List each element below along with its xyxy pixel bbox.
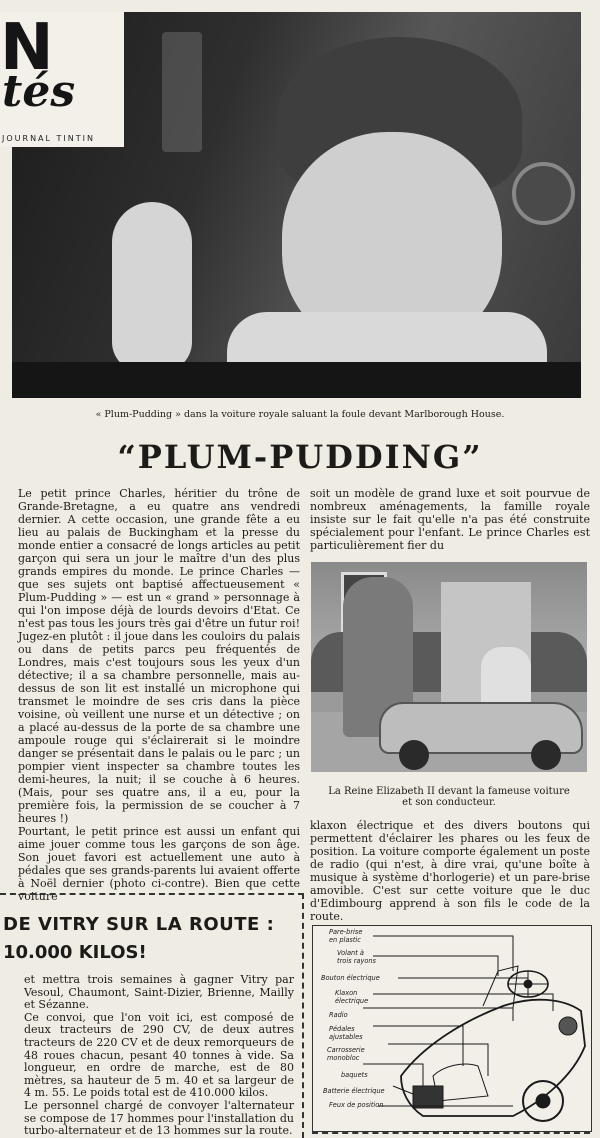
label-pedales: Pédales ajustables: [329, 1025, 363, 1041]
top-photo-caption: « Plum-Pudding » dans la voiture royale saluant la foule devant Marlborough House.: [95, 409, 505, 420]
masthead-big-letter: N: [0, 11, 52, 85]
article-headline: “PLUM-PUDDING”: [117, 438, 483, 476]
masthead-subtitle: JOURNAL TINTIN: [2, 134, 95, 143]
convoy-article-text: et mettra trois semaines à gagner Vitry par Vesoul, Chaumont, Saint-Dizier, Brienne, Mailly et Sézanne. Ce convoi, que l'on voit ici, est composé de deux tracteurs de 290 CV, de deux autres tracteurs de 220 CV et de deux remorqueurs de 48 roues chacun, pesant 40 tonnes à vide. Sa longueur, en ordre de marche, est de 80 mètres, sa hauteur de 5 m. 40 et sa largeur de 4 m. 55. Le poids total est de 410.000 kilos. Le personnel chargé de convoyer l'alternateur se compose de 17 hommes pour l'installation du turbo-alternateur et de 13 hommes sur la route.: [24, 973, 294, 1138]
divider: [312, 1132, 590, 1134]
article-column-right-bottom: klaxon électrique et des divers boutons qui permettent d'éclairer les phares ou les feux de position. La voiture comporte également un poste de radio (qui n'est, à dire vrai, qu'une boîte à musique à système d'horlogerie) et un pare-brise amovible. C'est sur cette voiture que le duc d'Edimbourg apprend à son fils le code de la route.: [310, 819, 590, 923]
label-klaxon: Klaxon électrique: [335, 989, 369, 1005]
label-carrosserie: Carrosserie monobloc: [327, 1046, 365, 1062]
convoy-title-line1: DE VITRY SUR LA ROUTE :: [3, 914, 275, 935]
masthead-script: tés: [2, 66, 76, 117]
label-radio: Radio: [329, 1011, 348, 1019]
queen-car-photo: [311, 562, 587, 772]
label-volant: Volant à trois rayons: [337, 949, 376, 965]
label-batterie: Batterie électrique: [323, 1087, 385, 1095]
label-bouton: Bouton électrique: [321, 974, 380, 982]
label-feux: Feux de position: [329, 1101, 384, 1109]
label-pare-brise: Pare-brise en plastic: [329, 928, 363, 944]
label-baquets: baquets: [341, 1071, 368, 1079]
toy-car-diagram: [312, 925, 592, 1132]
article-column-right-top: soit un modèle de grand luxe et soit pourvue de nombreux aménagements, la famille royale insiste sur le fait qu'elle n'a pas été construite spécialement pour l'enfant. Le prince Charles est particulièrement fier du: [310, 487, 590, 552]
article-column-left: Le petit prince Charles, héritier du trône de Grande-Bretagne, a eu quatre ans vendredi dernier. A cette occasion, une grande fête a eu lieu au palais de Buckingham et la presse du monde entier a consacré de longs articles au petit garçon qui sera un jour le maître d'un des plus grands empires du monde. Le prince Charles — que ses sujets ont baptisé affectueusement « Plum-Pudding » — est un « grand » personnage à qui l'on impose déjà de lourds devoirs d'Etat. Ce n'est pas tous les jours très gai d'être un futur roi! Jugez-en plutôt : il joue dans les couloirs du palais ou dans de petits parcs peu fréquentés de Londres, mais c'est toujours sous les yeux d'un détective; il a sa chambre personnelle, mais au-dessus de son lit est installé un microphone qui transmet le moindre de ses cris dans la pièce voisine, où veillent une nurse et un détective ; on a placé au-dessus de la porte de sa chambre une ampoule rouge qui s'éclairerait si le moindre danger se présentait dans le palais ou le parc ; un pompier vient inspecter sa chambre toutes les demi-heures, la nuit; il se couche à 6 heures. (Mais, pour ses quatre ans, il a eu, pour la première fois, la permission de se coucher à 7 heures !) Pourtant, le petit prince est aussi un enfant qui aime jouer comme tous les garçons de son âge. Son jouet favori est actuellement une auto à pédales que ses grands-parents lui avaient offerte à Noël dernier (photo ci-contre). Bien que cette voiture: [18, 487, 300, 903]
queen-photo-caption: La Reine Elizabeth II devant la fameuse voiture et son conducteur.: [328, 786, 570, 808]
masthead-logo: [0, 12, 124, 147]
convoy-title-line2: 10.000 KILOS!: [3, 942, 147, 963]
